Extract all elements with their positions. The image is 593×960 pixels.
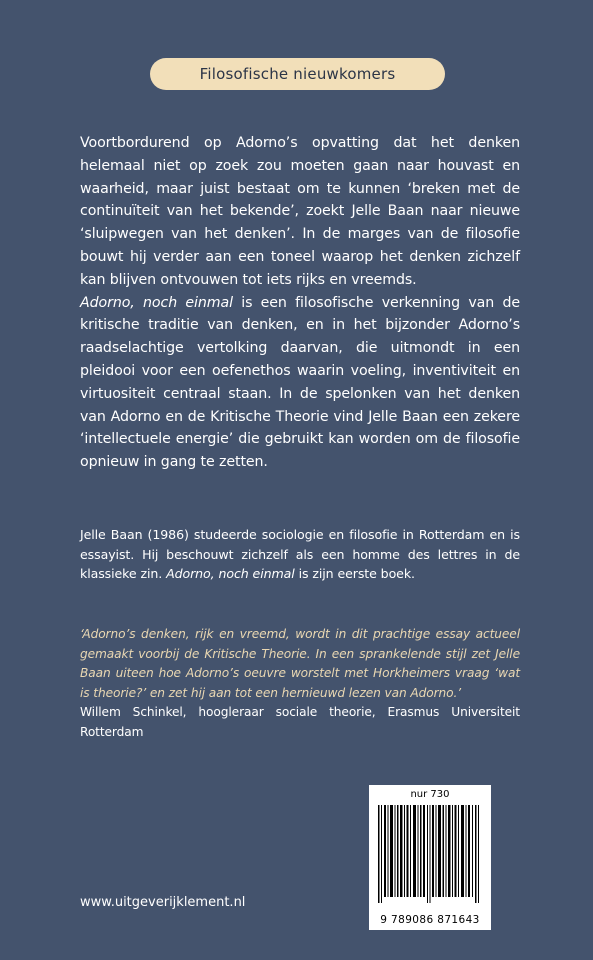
blurb-paragraph-2-text: is een filosofische verkenning van de kritische traditie van denken, en in het bijzonder Adorno’s raadselachtige vertolking daarvan, die uitmondt in een pleidooi voor een oefenethos waarin voeling, inventiviteit en virtuositeit centraal staan. In de spelonken van het denken van Adorno en de Kritische Theorie vind Jelle Baan een zekere ‘intellectuele energie’ die gebruikt kan worden om de filosofie opnieuw in gang te zetten. <box>80 294 520 471</box>
author-bio <box>80 525 520 584</box>
endorsement-quote <box>80 625 520 743</box>
author-bio-paragraph <box>80 525 520 584</box>
quote-attribution: Willem Schinkel, hoogleraar sociale theorie, Erasmus Universiteit Rotterdam <box>80 705 520 739</box>
book-title-italic: Adorno, noch einmal <box>80 294 233 311</box>
isbn-number: 9 789086 871643 <box>380 914 480 926</box>
author-bio-text: Jelle Baan (1986) studeerde sociologie en filosofie in Rotterdam en is essayist. Hij beschouwt zichzelf als een homme des lettres in de klassieke zin. <box>80 527 520 581</box>
nur-code: nur 730 <box>410 789 450 800</box>
author-bio-text-end: is zijn eerste boek. <box>294 566 415 581</box>
blurb-paragraph-2 <box>80 292 520 474</box>
author-bio-book-title: Adorno, noch einmal <box>166 566 295 581</box>
series-label: Filosofische nieuwkomers <box>150 58 445 90</box>
blurb-text <box>80 132 520 474</box>
quote-text: ‘Adorno’s denken, rijk en vreemd, wordt in dit prachtige essay actueel gemaakt voorbij de Kritische Theorie. In een sprankelende stijl zet Jelle Baan uiteen hoe Adorno’s oeuvre worstelt met Horkheimers vraag ‘wat is theorie?’ en zet hij aan tot een hernieuwd lezen van Adorno.’ <box>80 627 520 700</box>
barcode-icon <box>378 805 482 903</box>
barcode-box <box>369 785 491 930</box>
blurb-paragraph-1: Voortbordurend op Adorno’s opvatting dat het denken helemaal niet op zoek zou moeten gaan naar houvast en waarheid, maar juist bestaat om te kunnen ‘breken met de continuïteit van het bekende’, zoekt Jelle Baan naar nieuwe ‘sluipwegen van het denken’. In de marges van de filosofie bouwt hij verder aan een toneel waarop het denken zichzelf kan blijven ontvouwen tot iets rijks en vreemds. <box>80 135 520 288</box>
publisher-website[interactable]: www.uitgeverijklement.nl <box>80 895 246 910</box>
